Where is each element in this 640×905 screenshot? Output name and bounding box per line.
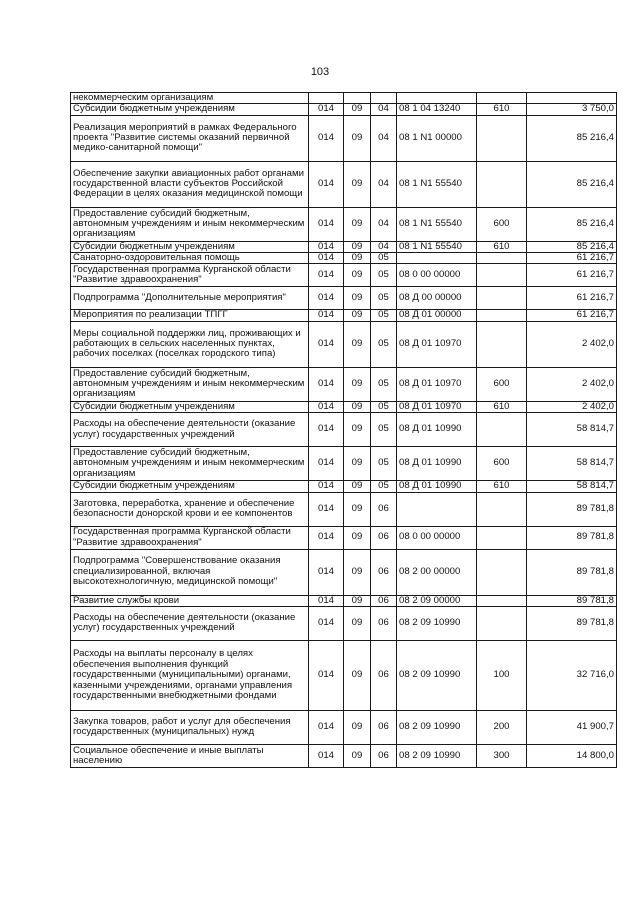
ministry-code: 014 [309,401,344,412]
row-name: Предоставление субсидий бюджетным, автономным учреждениям и иным некоммерческим организациям [71,207,309,241]
amount: 85 216,4 [527,207,617,241]
amount: 61 216,7 [527,264,617,287]
section-code: 09 [344,640,371,710]
expense-type-code [477,93,527,104]
budget-table [70,92,617,768]
subsection-code: 06 [371,549,397,595]
row-name: некоммерческим организациям [71,93,309,104]
ministry-code: 014 [309,104,344,115]
row-name: Расходы на выплаты персоналу в целях обеспечения выполнения функций государственными (муниципальными) органами, казенными учреждениями, органами управления государственными внебюджетными фондами [71,640,309,710]
section-code: 09 [344,710,371,744]
section-code: 09 [344,253,371,264]
amount: 2 402,0 [527,367,617,401]
target-article-code: 08 Д 01 10990 [397,447,477,481]
ministry-code: 014 [309,115,344,161]
subsection-code: 06 [371,492,397,526]
expense-type-code [477,606,527,640]
expense-type-code [477,161,527,207]
amount: 3 750,0 [527,104,617,115]
target-article-code: 08 Д 01 10990 [397,481,477,492]
target-article-code: 08 1 N1 55540 [397,241,477,252]
amount: 89 781,8 [527,606,617,640]
amount: 32 716,0 [527,640,617,710]
subsection-code: 06 [371,595,397,606]
ministry-code: 014 [309,595,344,606]
amount: 41 900,7 [527,710,617,744]
subsection-code: 06 [371,606,397,640]
amount: 61 216,7 [527,310,617,321]
target-article-code: 08 Д 01 10970 [397,367,477,401]
section-code: 09 [344,321,371,367]
table-row [71,526,617,549]
page-number: 103 [310,66,330,78]
subsection-code: 04 [371,104,397,115]
target-article-code: 08 0 00 00000 [397,264,477,287]
subsection-code: 06 [371,710,397,744]
row-name: Заготовка, переработка, хранение и обеспечение безопасности донорской крови и ее компонентов [71,492,309,526]
ministry-code [309,93,344,104]
subsection-code: 04 [371,241,397,252]
section-code: 09 [344,595,371,606]
ministry-code: 014 [309,264,344,287]
target-article-code: 08 2 00 00000 [397,549,477,595]
target-article-code: 08 1 04 13240 [397,104,477,115]
ministry-code: 014 [309,321,344,367]
row-name: Подпрограмма "Дополнительные мероприятия" [71,287,309,310]
expense-type-code: 600 [477,367,527,401]
section-code: 09 [344,115,371,161]
target-article-code: 08 Д 01 10970 [397,321,477,367]
expense-type-code [477,253,527,264]
amount: 85 216,4 [527,115,617,161]
ministry-code: 014 [309,310,344,321]
section-code: 09 [344,241,371,252]
expense-type-code: 610 [477,481,527,492]
subsection-code: 05 [371,264,397,287]
ministry-code: 014 [309,526,344,549]
target-article-code: 08 0 00 00000 [397,526,477,549]
row-name: Субсидии бюджетным учреждениям [71,401,309,412]
target-article-code: 08 2 09 10990 [397,606,477,640]
amount: 89 781,8 [527,595,617,606]
section-code: 09 [344,481,371,492]
amount: 58 814,7 [527,413,617,447]
table-row [71,241,617,252]
ministry-code: 014 [309,492,344,526]
ministry-code: 014 [309,241,344,252]
ministry-code: 014 [309,367,344,401]
table-row [71,115,617,161]
amount: 58 814,7 [527,481,617,492]
row-name: Реализация мероприятий в рамках Федерального проекта "Развитие системы оказаний первичной медико-санитарной помощи" [71,115,309,161]
row-name: Развитие службы крови [71,595,309,606]
section-code: 09 [344,367,371,401]
target-article-code [397,253,477,264]
target-article-code [397,93,477,104]
table-row [71,321,617,367]
expense-type-code: 100 [477,640,527,710]
section-code: 09 [344,447,371,481]
section-code: 09 [344,207,371,241]
section-code: 09 [344,606,371,640]
target-article-code: 08 Д 01 10970 [397,401,477,412]
expense-type-code [477,595,527,606]
row-name: Социальное обеспечение и иные выплаты населению [71,744,309,767]
subsection-code: 04 [371,207,397,241]
section-code: 09 [344,104,371,115]
row-name: Субсидии бюджетным учреждениям [71,241,309,252]
target-article-code: 08 1 N1 00000 [397,115,477,161]
amount [527,93,617,104]
subsection-code: 05 [371,367,397,401]
row-name: Подпрограмма "Совершенствование оказания специализированной, включая высокотехнологичную, медицинской помощи" [71,549,309,595]
row-name: Государственная программа Курганской области "Развитие здравоохранения" [71,526,309,549]
target-article-code: 08 Д 01 00000 [397,310,477,321]
target-article-code: 08 2 09 10990 [397,744,477,767]
target-article-code: 08 1 N1 55540 [397,161,477,207]
expense-type-code [477,287,527,310]
ministry-code: 014 [309,744,344,767]
row-name: Расходы на обеспечение деятельности (оказание услуг) государственных учреждений [71,413,309,447]
section-code: 09 [344,264,371,287]
row-name: Предоставление субсидий бюджетным, автономным учреждениям и иным некоммерческим организациям [71,447,309,481]
table-row [71,207,617,241]
amount: 89 781,8 [527,526,617,549]
subsection-code: 04 [371,115,397,161]
target-article-code: 08 Д 00 00000 [397,287,477,310]
section-code: 09 [344,413,371,447]
table-row [71,104,617,115]
subsection-code: 05 [371,401,397,412]
row-name: Государственная программа Курганской области "Развитие здравоохранения" [71,264,309,287]
amount: 14 800,0 [527,744,617,767]
row-name: Предоставление субсидий бюджетным, автономным учреждениям и иным некоммерческим организациям [71,367,309,401]
section-code: 09 [344,744,371,767]
table-row [71,264,617,287]
amount: 58 814,7 [527,447,617,481]
table-row [71,447,617,481]
subsection-code: 06 [371,526,397,549]
expense-type-code [477,264,527,287]
expense-type-code: 600 [477,207,527,241]
row-name: Субсидии бюджетным учреждениям [71,481,309,492]
expense-type-code [477,492,527,526]
table-row [71,161,617,207]
target-article-code: 08 2 09 10990 [397,710,477,744]
table-row [71,93,617,104]
table-row [71,640,617,710]
expense-type-code [477,310,527,321]
subsection-code: 05 [371,447,397,481]
subsection-code [371,93,397,104]
target-article-code: 08 2 09 00000 [397,595,477,606]
expense-type-code [477,526,527,549]
expense-type-code: 200 [477,710,527,744]
expense-type-code [477,549,527,595]
ministry-code: 014 [309,207,344,241]
budget-table-body [71,93,617,768]
row-name: Расходы на обеспечение деятельности (оказание услуг) государственных учреждений [71,606,309,640]
ministry-code: 014 [309,710,344,744]
amount: 61 216,7 [527,287,617,310]
ministry-code: 014 [309,287,344,310]
table-row [71,253,617,264]
row-name: Обеспечение закупки авиационных работ органами государственной власти субъектов Российской Федерации в целях оказания медицинской помощи [71,161,309,207]
expense-type-code: 610 [477,241,527,252]
row-name: Меры социальной поддержки лиц, проживающих и работающих в сельских населенных пунктах, рабочих поселках (поселках городского типа) [71,321,309,367]
table-row [71,744,617,767]
ministry-code: 014 [309,413,344,447]
row-name: Субсидии бюджетным учреждениям [71,104,309,115]
expense-type-code: 610 [477,401,527,412]
row-name: Мероприятия по реализации ТПГГ [71,310,309,321]
subsection-code: 06 [371,640,397,710]
section-code [344,93,371,104]
table-row [71,310,617,321]
subsection-code: 05 [371,287,397,310]
expense-type-code: 300 [477,744,527,767]
subsection-code: 06 [371,744,397,767]
section-code: 09 [344,549,371,595]
amount: 85 216,4 [527,241,617,252]
section-code: 09 [344,161,371,207]
table-row [71,287,617,310]
table-row [71,401,617,412]
amount: 85 216,4 [527,161,617,207]
target-article-code [397,492,477,526]
table-row [71,492,617,526]
section-code: 09 [344,287,371,310]
ministry-code: 014 [309,481,344,492]
amount: 2 402,0 [527,401,617,412]
table-row [71,549,617,595]
subsection-code: 05 [371,321,397,367]
subsection-code: 05 [371,310,397,321]
table-row [71,481,617,492]
subsection-code: 05 [371,481,397,492]
table-row [71,595,617,606]
expense-type-code: 600 [477,447,527,481]
row-name: Санаторно-оздоровительная помощь [71,253,309,264]
table-row [71,710,617,744]
expense-type-code [477,115,527,161]
target-article-code: 08 2 09 10990 [397,640,477,710]
ministry-code: 014 [309,606,344,640]
amount: 2 402,0 [527,321,617,367]
subsection-code: 04 [371,161,397,207]
amount: 89 781,8 [527,492,617,526]
ministry-code: 014 [309,640,344,710]
amount: 89 781,8 [527,549,617,595]
expense-type-code: 610 [477,104,527,115]
target-article-code: 08 Д 01 10990 [397,413,477,447]
subsection-code: 05 [371,413,397,447]
ministry-code: 014 [309,253,344,264]
expense-type-code [477,413,527,447]
ministry-code: 014 [309,447,344,481]
table-row [71,413,617,447]
expense-type-code [477,321,527,367]
section-code: 09 [344,526,371,549]
ministry-code: 014 [309,161,344,207]
ministry-code: 014 [309,549,344,595]
table-row [71,367,617,401]
target-article-code: 08 1 N1 55540 [397,207,477,241]
section-code: 09 [344,492,371,526]
section-code: 09 [344,310,371,321]
subsection-code: 05 [371,253,397,264]
table-row [71,606,617,640]
row-name: Закупка товаров, работ и услуг для обеспечения государственных (муниципальных) нужд [71,710,309,744]
section-code: 09 [344,401,371,412]
amount: 61 216,7 [527,253,617,264]
